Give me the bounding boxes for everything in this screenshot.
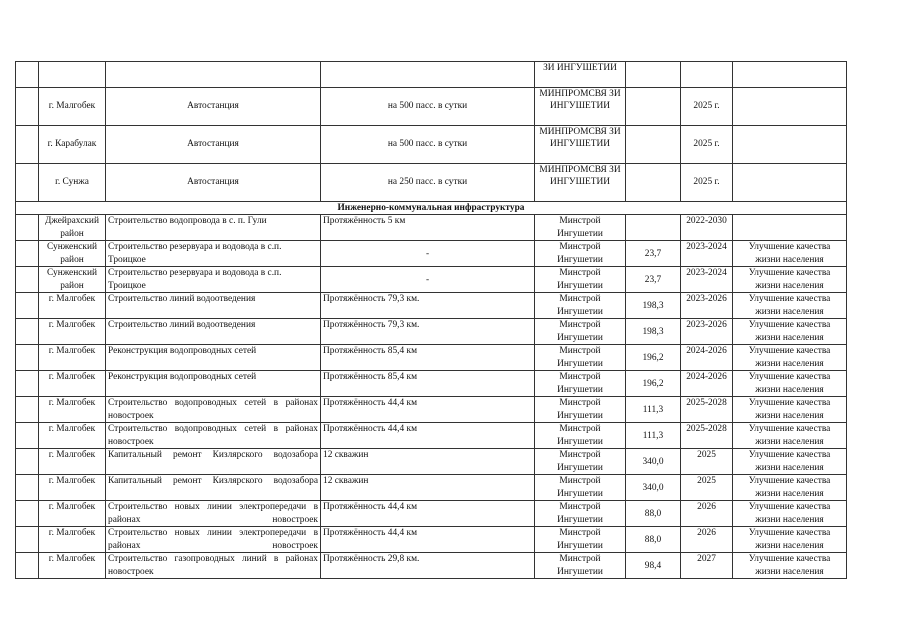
amount-cell: 196,2 bbox=[626, 371, 681, 397]
row-number-cell bbox=[16, 293, 39, 319]
table-row bbox=[16, 423, 847, 449]
period-cell: 2023-2026 bbox=[681, 293, 733, 319]
object-cell bbox=[106, 62, 321, 88]
period-cell: 2026 bbox=[681, 527, 733, 553]
object-cell: Строительство линий водоотведения bbox=[106, 319, 321, 345]
table-row bbox=[16, 241, 847, 267]
period-cell: 2025 г. bbox=[681, 126, 733, 164]
amount-cell: 198,3 bbox=[626, 319, 681, 345]
capacity-cell: 12 скважин bbox=[321, 475, 535, 501]
period-cell: 2024-2026 bbox=[681, 345, 733, 371]
capacity-cell: Протяжённость 44,4 км bbox=[321, 501, 535, 527]
object-cell: Капитальный ремонт Кизлярского водозабора bbox=[106, 475, 321, 501]
capacity-cell: - bbox=[321, 267, 535, 293]
table-row bbox=[16, 553, 847, 579]
row-number-cell bbox=[16, 241, 39, 267]
ministry-cell: Минстрой Ингушетии bbox=[535, 423, 626, 449]
row-number-cell bbox=[16, 62, 39, 88]
projects-table bbox=[15, 61, 847, 579]
table-row bbox=[16, 319, 847, 345]
amount-cell bbox=[626, 62, 681, 88]
effect-cell: Улучшение качества жизни населения bbox=[733, 345, 847, 371]
period-cell: 2025 bbox=[681, 449, 733, 475]
capacity-cell: на 500 пасс. в сутки bbox=[321, 88, 535, 126]
period-cell: 2026 bbox=[681, 501, 733, 527]
table-row bbox=[16, 397, 847, 423]
row-number-cell bbox=[16, 527, 39, 553]
amount-cell: 23,7 bbox=[626, 267, 681, 293]
row-number-cell bbox=[16, 164, 39, 202]
capacity-cell: - bbox=[321, 241, 535, 267]
ministry-cell: Минстрой Ингушетии bbox=[535, 293, 626, 319]
capacity-cell: 12 скважин bbox=[321, 449, 535, 475]
capacity-cell: Протяжённость 5 км bbox=[321, 215, 535, 241]
period-cell: 2025 bbox=[681, 475, 733, 501]
capacity-cell: Протяжённость 79,3 км. bbox=[321, 319, 535, 345]
effect-cell: Улучшение качества жизни населения bbox=[733, 475, 847, 501]
period-cell: 2025 г. bbox=[681, 88, 733, 126]
ministry-cell: Минстрой Ингушетии bbox=[535, 215, 626, 241]
row-number-cell bbox=[16, 475, 39, 501]
ministry-cell: Минстрой Ингушетии bbox=[535, 371, 626, 397]
amount-cell: 111,3 bbox=[626, 397, 681, 423]
capacity-cell: Протяжённость 44,4 км bbox=[321, 423, 535, 449]
period-cell: 2025 г. bbox=[681, 164, 733, 202]
period-cell bbox=[681, 62, 733, 88]
object-cell: Капитальный ремонт Кизлярского водозабора bbox=[106, 449, 321, 475]
effect-cell: Улучшение качества жизни населения bbox=[733, 319, 847, 345]
object-cell: Строительство новых линии электропередачи в районах новостроек bbox=[106, 501, 321, 527]
district-cell: г. Малгобек bbox=[39, 371, 106, 397]
district-cell: г. Малгобек bbox=[39, 449, 106, 475]
table-row bbox=[16, 62, 847, 88]
district-cell: Джейрахский район bbox=[39, 215, 106, 241]
object-cell: Автостанция bbox=[106, 88, 321, 126]
table-row bbox=[16, 164, 847, 202]
effect-cell: Улучшение качества жизни населения bbox=[733, 527, 847, 553]
district-cell bbox=[39, 62, 106, 88]
capacity-cell: на 500 пасс. в сутки bbox=[321, 126, 535, 164]
ministry-cell: МИНПРОМСВЯ ЗИ ИНГУШЕТИИ bbox=[535, 164, 626, 202]
district-cell: г. Малгобек bbox=[39, 553, 106, 579]
period-cell: 2027 bbox=[681, 553, 733, 579]
capacity-cell: Протяжённость 44,4 км bbox=[321, 397, 535, 423]
capacity-cell: Протяжённость 79,3 км. bbox=[321, 293, 535, 319]
object-cell: Автостанция bbox=[106, 126, 321, 164]
ministry-cell: Минстрой Ингушетии bbox=[535, 553, 626, 579]
amount-cell bbox=[626, 88, 681, 126]
row-number-cell bbox=[16, 345, 39, 371]
ministry-cell: МИНПРОМСВЯ ЗИ ИНГУШЕТИИ bbox=[535, 126, 626, 164]
period-cell: 2022-2030 bbox=[681, 215, 733, 241]
row-number-cell bbox=[16, 371, 39, 397]
object-cell: Реконструкция водопроводных сетей bbox=[106, 345, 321, 371]
row-number-cell bbox=[16, 88, 39, 126]
ministry-cell: МИНПРОМСВЯ ЗИ ИНГУШЕТИИ bbox=[535, 88, 626, 126]
section-header-row bbox=[16, 202, 847, 215]
period-cell: 2024-2026 bbox=[681, 371, 733, 397]
object-cell: Строительство водопроводных сетей в районах новостроек bbox=[106, 397, 321, 423]
row-number-cell bbox=[16, 553, 39, 579]
ministry-cell: ЗИ ИНГУШЕТИИ bbox=[535, 62, 626, 88]
ministry-cell: Минстрой Ингушетии bbox=[535, 501, 626, 527]
effect-cell bbox=[733, 164, 847, 202]
table-row bbox=[16, 449, 847, 475]
amount-cell: 340,0 bbox=[626, 449, 681, 475]
amount-cell: 111,3 bbox=[626, 423, 681, 449]
table-row bbox=[16, 345, 847, 371]
object-cell: Строительство резервуара и водовода в с.п. Троицкое bbox=[106, 267, 321, 293]
capacity-cell: Протяжённость 44,4 км bbox=[321, 527, 535, 553]
period-cell: 2023-2026 bbox=[681, 319, 733, 345]
effect-cell: Улучшение качества жизни населения bbox=[733, 397, 847, 423]
amount-cell bbox=[626, 215, 681, 241]
row-number-cell bbox=[16, 319, 39, 345]
district-cell: г. Малгобек bbox=[39, 293, 106, 319]
object-cell: Строительство газопроводных линий в районах новостроек bbox=[106, 553, 321, 579]
amount-cell: 98,4 bbox=[626, 553, 681, 579]
table-row bbox=[16, 293, 847, 319]
capacity-cell bbox=[321, 62, 535, 88]
table-row bbox=[16, 215, 847, 241]
table-row bbox=[16, 88, 847, 126]
table-row bbox=[16, 371, 847, 397]
period-cell: 2023-2024 bbox=[681, 241, 733, 267]
row-number-cell bbox=[16, 267, 39, 293]
object-cell: Автостанция bbox=[106, 164, 321, 202]
row-number-cell bbox=[16, 397, 39, 423]
ministry-cell: Минстрой Ингушетии bbox=[535, 241, 626, 267]
effect-cell: Улучшение качества жизни населения bbox=[733, 501, 847, 527]
ministry-cell: Минстрой Ингушетии bbox=[535, 397, 626, 423]
district-cell: г. Малгобек bbox=[39, 501, 106, 527]
table-row bbox=[16, 267, 847, 293]
amount-cell: 198,3 bbox=[626, 293, 681, 319]
table-row bbox=[16, 501, 847, 527]
amount-cell: 340,0 bbox=[626, 475, 681, 501]
object-cell: Строительство новых линии электропередачи в районах новостроек bbox=[106, 527, 321, 553]
ministry-cell: Минстрой Ингушетии bbox=[535, 267, 626, 293]
district-cell: Сунженский район bbox=[39, 241, 106, 267]
effect-cell: Улучшение качества жизни населения bbox=[733, 371, 847, 397]
effect-cell: Улучшение качества жизни населения bbox=[733, 449, 847, 475]
object-cell: Реконструкция водопроводных сетей bbox=[106, 371, 321, 397]
row-number-cell bbox=[16, 501, 39, 527]
effect-cell: Улучшение качества жизни населения bbox=[733, 241, 847, 267]
table-row bbox=[16, 475, 847, 501]
effect-cell: Улучшение качества жизни населения bbox=[733, 267, 847, 293]
period-cell: 2025-2028 bbox=[681, 423, 733, 449]
capacity-cell: Протяжённость 85,4 км bbox=[321, 371, 535, 397]
period-cell: 2025-2028 bbox=[681, 397, 733, 423]
amount-cell bbox=[626, 164, 681, 202]
period-cell: 2023-2024 bbox=[681, 267, 733, 293]
row-number-cell bbox=[16, 126, 39, 164]
capacity-cell: Протяжённость 85,4 км bbox=[321, 345, 535, 371]
ministry-cell: Минстрой Ингушетии bbox=[535, 527, 626, 553]
district-cell: г. Малгобек bbox=[39, 88, 106, 126]
district-cell: г. Малгобек bbox=[39, 527, 106, 553]
row-number-cell bbox=[16, 215, 39, 241]
ministry-cell: Минстрой Ингушетии bbox=[535, 345, 626, 371]
row-number-cell bbox=[16, 449, 39, 475]
effect-cell bbox=[733, 62, 847, 88]
amount-cell bbox=[626, 126, 681, 164]
object-cell: Строительство резервуара и водовода в с.п. Троицкое bbox=[106, 241, 321, 267]
section-title: Инженерно-коммунальная инфраструктура bbox=[16, 202, 847, 215]
effect-cell bbox=[733, 88, 847, 126]
effect-cell: Улучшение качества жизни населения bbox=[733, 293, 847, 319]
district-cell: г. Карабулак bbox=[39, 126, 106, 164]
ministry-cell: Минстрой Ингушетии bbox=[535, 475, 626, 501]
amount-cell: 23,7 bbox=[626, 241, 681, 267]
table-row bbox=[16, 126, 847, 164]
district-cell: г. Малгобек bbox=[39, 423, 106, 449]
object-cell: Строительство водопроводных сетей в районах новостроек bbox=[106, 423, 321, 449]
district-cell: Сунженский район bbox=[39, 267, 106, 293]
object-cell: Строительство линий водоотведения bbox=[106, 293, 321, 319]
amount-cell: 196,2 bbox=[626, 345, 681, 371]
row-number-cell bbox=[16, 423, 39, 449]
effect-cell: Улучшение качества жизни населения bbox=[733, 553, 847, 579]
district-cell: г. Малгобек bbox=[39, 319, 106, 345]
amount-cell: 88,0 bbox=[626, 501, 681, 527]
district-cell: г. Малгобек bbox=[39, 475, 106, 501]
capacity-cell: на 250 пасс. в сутки bbox=[321, 164, 535, 202]
capacity-cell: Протяжённость 29,8 км. bbox=[321, 553, 535, 579]
district-cell: г. Малгобек bbox=[39, 345, 106, 371]
object-cell: Строительство водопровода в с. п. Гули bbox=[106, 215, 321, 241]
ministry-cell: Минстрой Ингушетии bbox=[535, 449, 626, 475]
ministry-cell: Минстрой Ингушетии bbox=[535, 319, 626, 345]
effect-cell bbox=[733, 215, 847, 241]
amount-cell: 88,0 bbox=[626, 527, 681, 553]
table-row bbox=[16, 527, 847, 553]
district-cell: г. Сунжа bbox=[39, 164, 106, 202]
effect-cell: Улучшение качества жизни населения bbox=[733, 423, 847, 449]
district-cell: г. Малгобек bbox=[39, 397, 106, 423]
effect-cell bbox=[733, 126, 847, 164]
